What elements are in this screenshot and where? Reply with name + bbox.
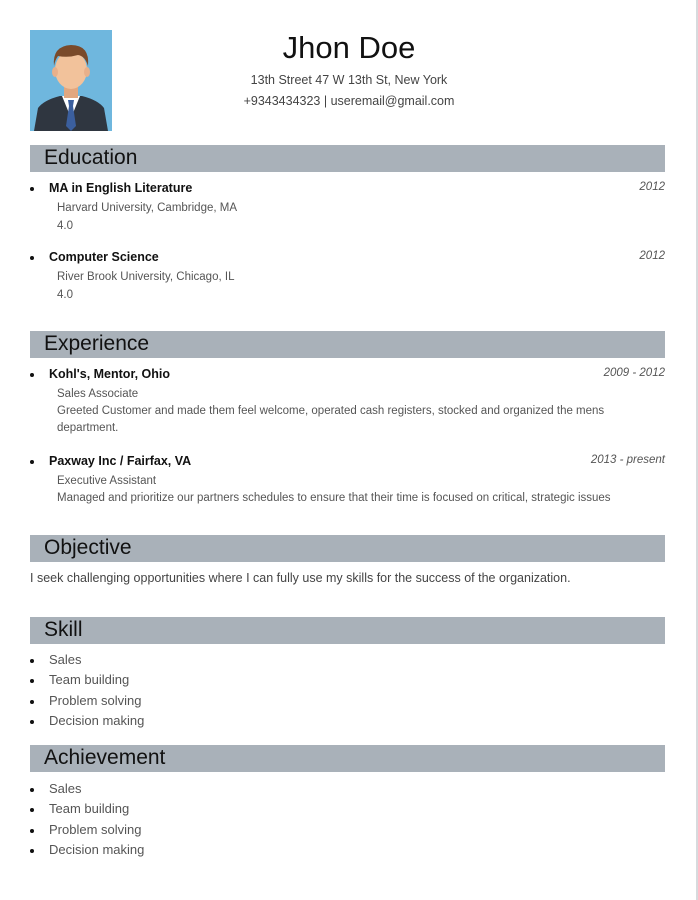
school: Harvard University, Cambridge, MA xyxy=(57,202,238,214)
dates: 2009 - 2012 xyxy=(603,367,665,379)
dates: 2013 - present xyxy=(590,454,665,466)
role: Executive Assistant xyxy=(57,475,157,487)
phone-email: +9343434323 | useremail@gmail.com xyxy=(243,94,455,108)
address: 13th Street 47 W 13th St, New York xyxy=(250,73,448,87)
resume-header xyxy=(0,0,698,140)
experience-item xyxy=(30,454,665,509)
achievement-section-header xyxy=(30,745,665,772)
year: 2012 xyxy=(639,181,665,193)
gpa: 4.0 xyxy=(57,220,73,232)
company: Paxway Inc / Fairfax, VA xyxy=(49,454,192,468)
experience-item xyxy=(30,367,665,442)
year: 2012 xyxy=(639,250,665,262)
school: River Brook University, Chicago, IL xyxy=(57,271,235,283)
objective-text: I seek challenging opportunities where I can fully use my skills for the success of the organization. xyxy=(30,571,571,585)
bullet xyxy=(30,187,34,191)
list-item: Team building xyxy=(30,670,144,690)
description: Greeted Customer and made them feel welcome, operated cash registers, stocked and organized the mens department. xyxy=(57,405,605,434)
section-title: Experience xyxy=(44,332,150,355)
education-section-header xyxy=(30,145,665,172)
section-title: Skill xyxy=(44,618,83,641)
experience-section-header xyxy=(30,331,665,358)
list-item: Problem solving xyxy=(30,691,144,711)
degree: Computer Science xyxy=(49,250,159,264)
bullet xyxy=(30,460,34,464)
section-title: Education xyxy=(44,146,138,169)
list-item: Team building xyxy=(30,799,144,819)
section-title: Achievement xyxy=(44,746,166,769)
list-item: Decision making xyxy=(30,711,144,731)
candidate-name: Jhon Doe xyxy=(282,30,416,65)
skill-section-header xyxy=(30,617,665,644)
bullet xyxy=(30,373,34,377)
description: Managed and prioritize our partners schedules to ensure that their time is focused on critical, strategic issues xyxy=(57,492,611,504)
education-item xyxy=(30,250,665,310)
list-item: Sales xyxy=(30,779,144,799)
list-item: Decision making xyxy=(30,840,144,860)
role: Sales Associate xyxy=(57,388,139,400)
degree: MA in English Literature xyxy=(49,181,193,195)
achievement-list xyxy=(30,779,144,860)
bullet xyxy=(30,256,34,260)
objective-section-header xyxy=(30,535,665,562)
company: Kohl's, Mentor, Ohio xyxy=(49,367,171,381)
list-item: Sales xyxy=(30,650,144,670)
section-title: Objective xyxy=(44,536,132,559)
skill-list xyxy=(30,650,144,731)
education-item xyxy=(30,181,665,241)
list-item: Problem solving xyxy=(30,820,144,840)
gpa: 4.0 xyxy=(57,289,73,301)
